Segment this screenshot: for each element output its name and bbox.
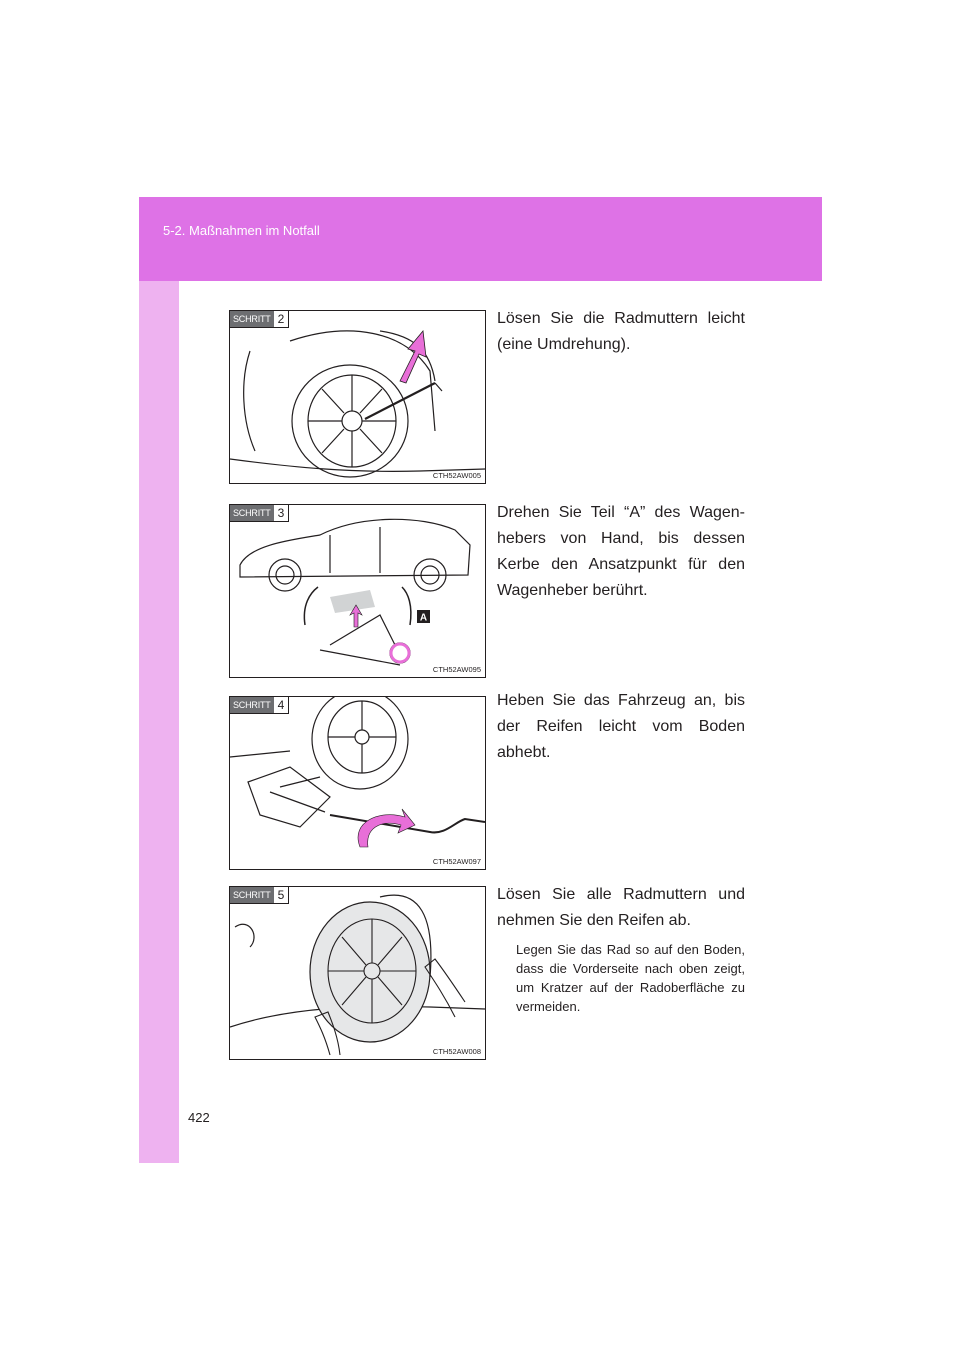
step-5-text: Lösen Sie alle Radmuttern und nehmen Sie den Reifen ab. [497,886,745,929]
step-badge [230,505,289,522]
section-title: 5-2. Maßnahmen im Notfall [163,223,320,238]
figure-code: CTH52AW095 [432,665,481,674]
step-badge [230,697,289,714]
step-badge-number: 4 [274,697,289,713]
jack-positioning-illustration [230,505,485,677]
step-badge-label: SCHRITT [230,311,274,327]
step-5-note: Legen Sie das Rad so auf den Boden, dass die Vorderseite nach oben zeigt, um Kratzer auf der Radoberfläche zu vermeiden. [516,942,745,1014]
step-badge-number: 2 [274,311,289,327]
figure-step-2 [229,310,486,484]
step-4-text: Heben Sie das Fahrzeug an, bis der Reifen leicht vom Boden abhebt. [497,692,745,761]
vehicle-lift-illustration [230,697,485,869]
step-2-text: Lösen Sie die Radmuttern leicht (eine Umdrehung). [497,310,745,353]
figure-code: CTH52AW008 [432,1047,481,1056]
figure-code: CTH52AW097 [432,857,481,866]
step-badge-label: SCHRITT [230,505,274,521]
page-number: 422 [188,1110,210,1125]
figure-step-4 [229,696,486,870]
step-badge [230,311,289,328]
step-badge-number: 5 [274,887,289,903]
figure-step-5 [229,886,486,1060]
figure-step-3 [229,504,486,678]
header-band [139,197,822,281]
callout-label-a: A [419,612,428,624]
tire-removal-illustration [230,887,485,1059]
step-3-text: Drehen Sie Teil “A” des Wagen-hebers von Hand, bis dessen Kerbe den Ansatzpunkt für den Wagenheber berührt. [497,504,745,599]
step-badge [230,887,289,904]
figure-code: CTH52AW005 [432,471,481,480]
wheel-loosen-illustration [230,311,485,483]
side-tab-band [139,197,179,1163]
step-badge-label: SCHRITT [230,697,274,713]
step-badge-number: 3 [274,505,289,521]
step-badge-label: SCHRITT [230,887,274,903]
